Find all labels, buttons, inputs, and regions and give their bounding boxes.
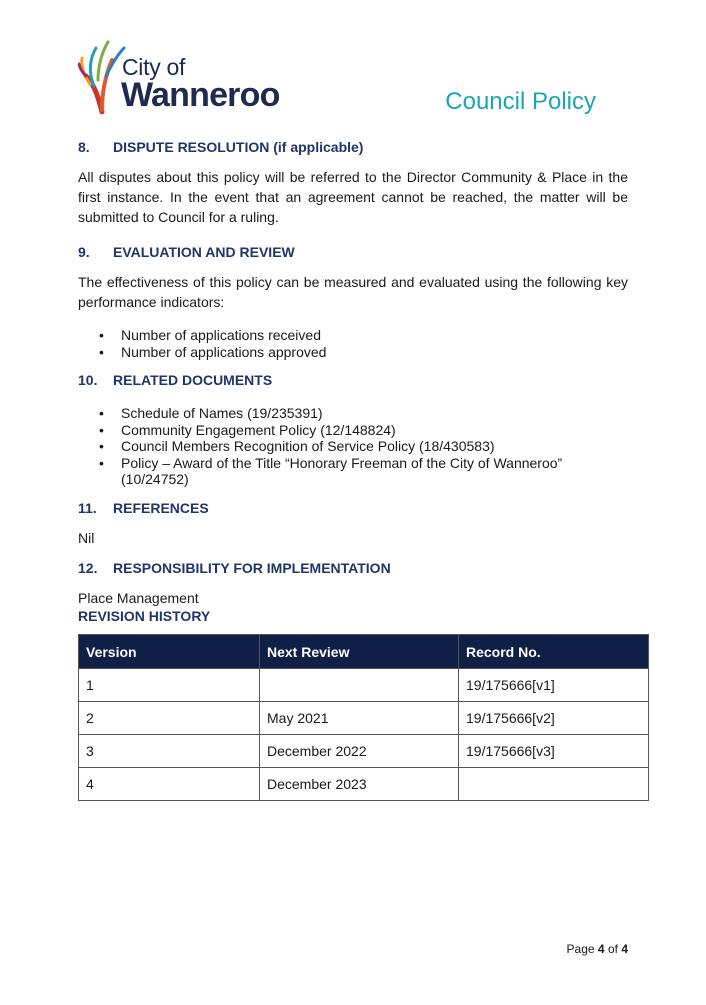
section-number: 12. xyxy=(78,559,98,576)
logo-wanneroo: Wanneroo xyxy=(121,76,280,114)
section-heading-8 xyxy=(78,137,628,157)
table-cell xyxy=(459,768,649,801)
table-cell: December 2022 xyxy=(260,735,459,768)
table-cell: 19/175666[v2] xyxy=(459,702,649,735)
table-cell: 19/175666[v1] xyxy=(459,669,649,702)
table-header-row xyxy=(79,635,649,669)
column-header-next-review: Next Review xyxy=(260,635,459,669)
section-heading-10 xyxy=(78,370,628,390)
section-body-9: The effectiveness of this policy can be measured and evaluated using the following key performance indicators: xyxy=(78,274,628,310)
logo-city-of: City of xyxy=(122,54,186,80)
city-logo-emblem-icon xyxy=(78,36,126,114)
section-heading-11 xyxy=(78,498,628,518)
table-cell: 2 xyxy=(79,702,260,735)
section-title: REFERENCES xyxy=(113,499,209,516)
related-documents-list xyxy=(78,405,628,488)
total-pages: 4 xyxy=(621,942,628,956)
table-cell: 19/175666[v3] xyxy=(459,735,649,768)
table-cell xyxy=(260,669,459,702)
table-row xyxy=(79,669,649,702)
table-cell: December 2023 xyxy=(260,768,459,801)
table-row xyxy=(79,702,649,735)
list-item: • Policy – Award of the Title “Honorary Freeman of the City of Wanneroo” (10/24752) xyxy=(78,455,628,488)
page-of-label: of xyxy=(607,942,618,956)
table-cell: 1 xyxy=(79,669,260,702)
section-number: 11. xyxy=(78,499,97,516)
list-item: • Council Members Recognition of Service Policy (18/430583) xyxy=(78,438,628,455)
document-type-title: Council Policy xyxy=(445,88,596,115)
section-body-12: Place Management xyxy=(78,589,199,606)
revision-history-title: REVISION HISTORY xyxy=(78,608,211,624)
list-item: • Number of applications approved xyxy=(78,344,628,361)
table-row xyxy=(79,735,649,768)
column-header-version: Version xyxy=(79,635,260,669)
list-item: • Community Engagement Policy (12/148824) xyxy=(78,422,628,439)
page-number xyxy=(567,942,628,956)
list-item: • Schedule of Names (19/235391) xyxy=(78,405,628,422)
section-number: 9. xyxy=(78,244,90,260)
section-title: RESPONSIBILITY FOR IMPLEMENTATION xyxy=(113,559,391,576)
table-cell: 4 xyxy=(79,768,260,801)
city-logo xyxy=(78,36,298,116)
list-item: • Number of applications received xyxy=(78,327,628,344)
section-title: RELATED DOCUMENTS xyxy=(113,372,273,388)
section-title: DISPUTE RESOLUTION (if applicable) xyxy=(113,139,364,155)
section-body-8: All disputes about this policy will be referred to the Director Community & Place in the first instance. In the event that an agreement cannot be reached, the matter will be submitted to Council for a ruling. xyxy=(78,169,628,225)
section-heading-12 xyxy=(78,558,628,578)
kpi-list xyxy=(78,327,628,360)
column-header-record-no: Record No. xyxy=(459,635,649,669)
section-number: 10. xyxy=(78,372,98,388)
page-label: Page xyxy=(566,942,595,956)
section-title: EVALUATION AND REVIEW xyxy=(113,244,295,260)
table-cell: May 2021 xyxy=(260,702,459,735)
table-cell: 3 xyxy=(79,735,260,768)
revision-history-table xyxy=(78,634,649,801)
table-row xyxy=(79,768,649,801)
section-number: 8. xyxy=(78,139,90,155)
section-heading-9 xyxy=(78,242,628,262)
current-page: 4 xyxy=(597,942,605,956)
policy-content xyxy=(78,137,628,608)
section-body-11: Nil xyxy=(78,529,95,546)
